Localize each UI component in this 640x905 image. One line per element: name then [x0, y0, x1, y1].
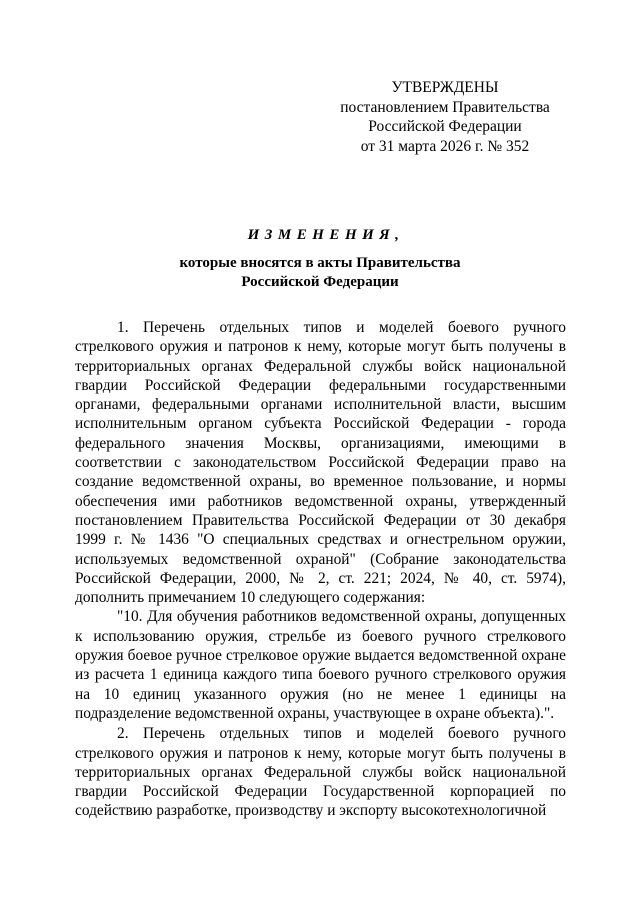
document-body — [75, 318, 566, 821]
title-heading: ИЗМЕНЕНИЯ, — [247, 227, 405, 243]
document-title — [75, 226, 565, 293]
approval-stamp — [330, 78, 560, 156]
approval-line-2: Российской Федерации — [368, 118, 522, 135]
paragraph-note-10: "10. Для обучения работников ведомственной охраны, допущенных к использованию оружия, стрельбе из боевого ручного стрелкового оружия боевое ручное стрелковое оружие выдается ведомственной охране из расчета 1 единица каждого типа боевого ручного стрелкового оружия на 10 единиц указанного оружия (но не менее 1 единицы на подразделение ведомственной охраны, участвующее в охране объекта).". — [75, 608, 566, 722]
approval-line-1: постановлением Правительства — [340, 98, 550, 116]
paragraph-item-1: 1. Перечень отдельных типов и моделей боевого ручного стрелкового оружия и патронов к нему, которые могут быть получены в территориальных органах Федеральной службы войск национальной гвардии Российской Федерации федеральными государственными органами, федеральными органами исполнительной власти, высшим исполнительным органом субъекта Российской Федерации - города федерального значения Москвы, организациями, имеющими в соответствии с законодательством Российской Федерации право на создание ведомственной охраны, во временное пользование, и нормы обеспечения ими работников ведомственной охраны, утвержденный постановлением Правительства Российской Федерации от 30 декабря 1999 г. № 1436 "О специальных средствах и огнестрельном оружии, используемых ведомственной охраной" (Собрание законодательства Российской Федерации, 2000, № 2, ст. 221; 2024, № 40, ст. 5974), дополнить примечанием 10 следующего содержания: — [75, 319, 566, 607]
approval-line-3: от 31 марта 2026 г. № 352 — [360, 137, 530, 155]
approval-heading: УТВЕРЖДЕНЫ — [391, 79, 499, 96]
title-line-1: которые вносятся в акты Правительства — [179, 254, 461, 271]
paragraph-item-2: 2. Перечень отдельных типов и моделей боевого ручного стрелкового оружия и патронов к нему, которые могут быть получены в территориальных органах Федеральной службы войск национальной гвардии Российской Федерации Государственной корпорацией по содействию разработке, производству и экспорту высокотехнологичной — [75, 725, 566, 820]
title-line-2: Российской Федерации — [241, 274, 399, 290]
